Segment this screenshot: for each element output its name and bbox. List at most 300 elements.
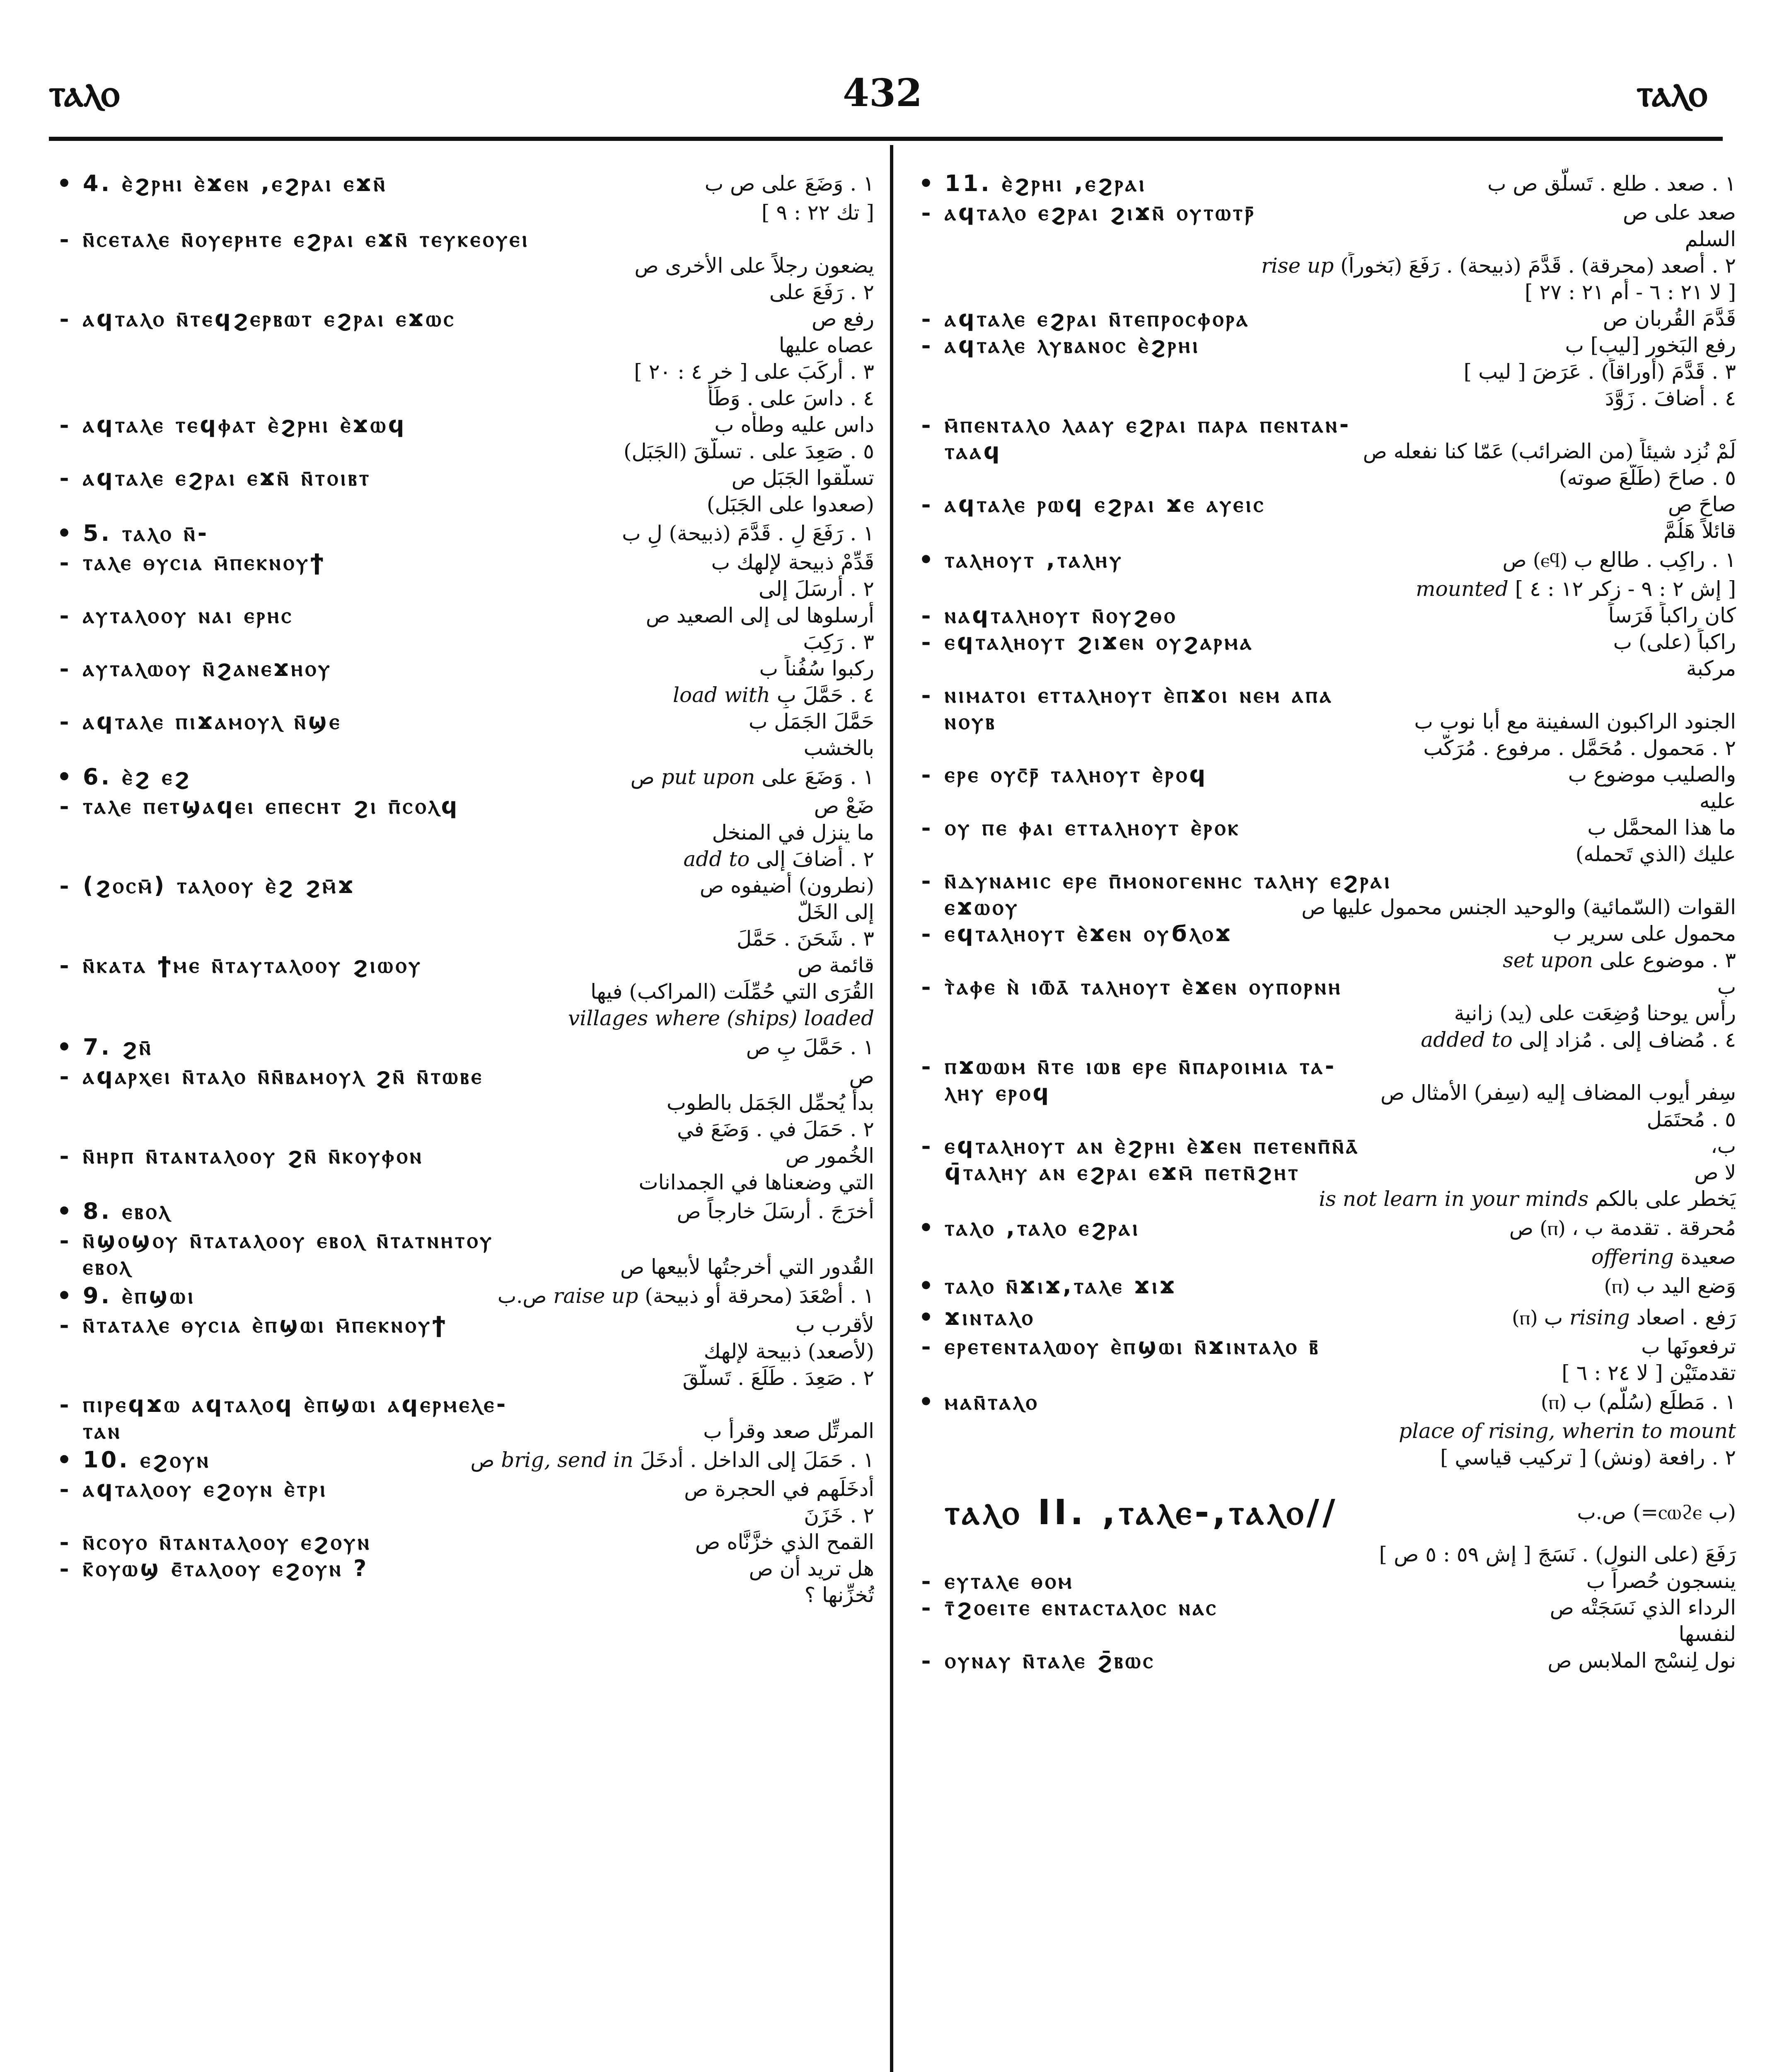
arabic-text: ٥ . صَعِدَ على . تسلَّقَ (الجَبَل) <box>623 439 874 463</box>
arabic-gloss <box>703 1418 874 1444</box>
english-gloss: mounted <box>1416 577 1509 601</box>
entry-line <box>50 1365 874 1391</box>
entry-marker: - <box>59 305 69 332</box>
arabic-gloss <box>707 491 874 518</box>
arabic-gloss <box>1668 491 1736 518</box>
entry-line <box>50 1312 874 1338</box>
arabic-gloss <box>804 735 874 761</box>
column-divider <box>890 145 893 2072</box>
source-siglum: ص <box>785 1145 810 1168</box>
entry-marker: • <box>57 1282 72 1310</box>
entry-line <box>50 1089 874 1116</box>
coptic-text: ⲛ̄ⲏⲣⲡ ⲛ̄ⲧⲁⲛⲧⲁⲗⲟⲟⲩ ϩⲛ̄ ⲛ̄ⲕⲟⲩⲫⲟⲛ <box>83 1143 424 1169</box>
arabic-gloss <box>1562 1360 1736 1386</box>
coptic-text: ⲉϥⲧⲁⲗⲏⲟⲩⲧ ϩⲓϫⲉⲛ ⲟⲩϩⲁⲣⲙⲁ <box>945 629 1254 655</box>
arabic-text: ٣ . رَكِبَ <box>803 630 874 654</box>
entry-line <box>50 629 874 655</box>
arabic-gloss <box>1678 1621 1736 1647</box>
entry-marker: - <box>921 920 931 947</box>
entry-line <box>912 1026 1736 1053</box>
arabic-text: ١ . حَمَّلَ بِ <box>776 1035 874 1059</box>
source-siglum: ص <box>684 1478 708 1501</box>
arabic-text: [ لا ٢١ : ٦ - أم ٢١ : ٢٧ ] <box>1525 280 1736 304</box>
arabic-gloss <box>1454 1000 1736 1026</box>
source-siglum: ب <box>711 551 730 574</box>
arabic-text: ركبوا سُفُناً <box>784 656 874 680</box>
arabic-text: ١ . مَطلَع (سُلَّم) <box>1598 1390 1736 1414</box>
coptic-text: ϥ̄ⲧⲁⲗⲏⲩ ⲁⲛ ⲉϩⲣⲁⲓ ⲉϫⲙ̄ ⲡⲉⲧⲛ̄ϩⲏⲧ <box>945 1159 1301 1185</box>
entry-marker: - <box>59 1555 69 1582</box>
coptic-text: ⲉϥⲧⲁⲗⲏⲟⲩⲧ ⲉ̀ϫⲉⲛ ⲟⲩϭⲗⲟϫ <box>945 920 1233 946</box>
entry-line <box>912 1133 1736 1159</box>
arabic-gloss <box>1503 544 1736 576</box>
coptic-text: 10. ⲉϩⲟⲩⲛ <box>83 1447 211 1473</box>
coptic-text: ⲉⲣⲉ ⲟⲩⲥ̄ⲣ̄ ⲧⲁⲗⲏⲟⲩⲧ ⲉ̀ⲣⲟϥ <box>945 761 1208 787</box>
entry-marker: - <box>921 1647 931 1674</box>
arabic-text: الجنود الراكبون السفينة مع أبا نوب <box>1439 709 1736 733</box>
arabic-gloss <box>1700 788 1736 814</box>
entry-line <box>50 465 874 491</box>
arabic-gloss <box>1603 305 1736 332</box>
arabic-text: رَفع . اصعاد <box>1636 1305 1736 1329</box>
coptic-text: ⲕ̄ⲟⲩⲱϣ ⲉ̄ⲧⲁⲗⲟⲟⲩ ⲉϩⲟⲩⲛ ? <box>83 1555 369 1581</box>
entry-line <box>912 973 1736 1000</box>
entry-line <box>50 1555 874 1582</box>
source-siglum: ب <box>749 710 768 733</box>
coptic-text: ⲧⲁⲗⲟ ,ⲧⲁⲗⲟ ⲉϩⲣⲁⲓ <box>945 1215 1140 1241</box>
source-siglum: ب ، (ⲡ) ص <box>1509 1217 1604 1240</box>
english-gloss: add to <box>683 847 750 871</box>
source-siglum: ص.ب <box>1577 1501 1626 1524</box>
arabic-text: سِفر أيوب المضاف إليه (سِفر) الأمثال <box>1411 1081 1736 1105</box>
arabic-gloss <box>1586 1568 1736 1594</box>
arabic-text: لنفسها <box>1678 1622 1736 1646</box>
source-siglum: ب (ⲉϥ) ص <box>1502 549 1593 572</box>
entry-line <box>50 358 874 385</box>
arabic-gloss <box>1613 629 1736 655</box>
source-siglum: ب <box>1568 763 1587 787</box>
coptic-text: ⲧⲁⲗⲉ ⲑⲩⲥⲓⲁ ⲙ̄ⲡⲉⲕⲛⲟⲩϯ <box>83 549 326 575</box>
entry-marker: - <box>921 305 931 332</box>
entry-marker: - <box>59 952 69 978</box>
arabic-gloss <box>1604 1270 1736 1302</box>
english-gloss: is not learn in your minds <box>1319 1187 1589 1211</box>
source-siglum: لا ص <box>1694 1161 1736 1184</box>
entry-line <box>912 279 1736 305</box>
coptic-text: ⲁϥⲧⲁⲗⲉ ⲉϩⲣⲁⲓ ⲛ̄ⲧⲉⲡⲣⲟⲥⲫⲟⲣⲁ <box>945 305 1250 332</box>
arabic-text: المرتِّل صعد وقرأ <box>728 1419 874 1443</box>
entry-marker: - <box>59 226 69 252</box>
entry-marker: - <box>921 761 931 788</box>
arabic-text: رَفَعَ (على النول) . نَسَجَ [ إش ٥٩ : ٥ ص ] <box>1379 1542 1736 1566</box>
arabic-text: ٢ . مَحمول . مُحَمَّل . مرفوع . مُرَكَّب <box>1423 736 1736 760</box>
entry-marker: - <box>59 1227 69 1254</box>
entry-line <box>912 1053 1736 1080</box>
coptic-text: 4. ⲉ̀ϩⲣⲏⲓ ⲉ̀ϫⲉⲛ ,ⲉϩⲣⲁⲓ ⲉϫⲛ̄ <box>83 170 387 196</box>
arabic-gloss <box>634 252 874 279</box>
entry-line <box>50 735 874 761</box>
arabic-text: أرسلوها لى إلى الصعيد <box>676 603 874 627</box>
entry-line <box>912 226 1736 252</box>
source-siglum: ص <box>634 254 659 278</box>
arabic-gloss <box>1503 947 1736 973</box>
arabic-gloss <box>1559 465 1736 491</box>
arabic-gloss <box>1711 1133 1736 1159</box>
entry-marker: • <box>57 763 72 791</box>
entry-line <box>912 1621 1736 1647</box>
source-siglum: ب <box>1487 172 1506 196</box>
english-gloss: rising <box>1569 1305 1630 1329</box>
arabic-gloss <box>1717 973 1736 1000</box>
arabic-gloss <box>1565 332 1736 358</box>
arabic-gloss <box>1623 199 1736 226</box>
arabic-gloss <box>1421 1026 1736 1053</box>
arabic-gloss <box>732 465 874 491</box>
arabic-text: [ تك ٢٢ : ٩ ] <box>762 201 874 225</box>
coptic-text: ⲁϥⲁⲣⲭⲉⲓ ⲛ̄ⲧⲁⲗⲟ ⲛ̄ⲛ̄ⲃⲁⲙⲟⲩⲗ ϩⲛ̄ ⲛ̄ⲧⲱⲃⲉ <box>83 1063 484 1089</box>
arabic-text: ترفعونَها <box>1666 1334 1736 1358</box>
running-head-right: ⲧⲁⲗⲟ <box>1637 70 1707 115</box>
arabic-gloss <box>470 1444 874 1476</box>
arabic-text: قائمة ص <box>797 953 874 977</box>
entry-line <box>50 1005 874 1031</box>
arabic-gloss <box>677 1116 874 1143</box>
arabic-gloss <box>749 1555 874 1582</box>
arabic-text: تقدمتَيْن [ لا ٢٤ : ٦ ] <box>1562 1361 1736 1385</box>
entry-marker: • <box>919 1272 933 1300</box>
coptic-text: ⲉⲩⲧⲁⲗⲉ ⲑⲟⲙ <box>945 1568 1074 1594</box>
entry-line <box>912 199 1736 226</box>
coptic-text: ⲁϥⲧⲁⲗⲉ ⲉϩⲣⲁⲓ ⲉϫⲛ̄ ⲛ̄ⲧⲟⲓⲃⲧ <box>83 465 372 491</box>
entry-line <box>50 576 874 602</box>
arabic-gloss <box>805 1582 874 1608</box>
arabic-text: قَدَّمَ القُربان ص <box>1603 307 1736 331</box>
arabic-text: ٣ . شَحَنَ . حَمَّلَ <box>736 927 874 951</box>
coptic-text: ⲡⲓⲣⲉϥϫⲱ ⲁϥⲧⲁⲗⲟϥ ⲉ̀ⲡϣⲱⲓ ⲁϥⲉⲣⲙⲉⲗⲉ- <box>83 1391 508 1417</box>
entry-line <box>50 438 874 465</box>
arabic-text: ١ . أصْعَدَ (محرقة أو ذبيحة) <box>645 1284 874 1308</box>
arabic-text: يضعون رجلاً على الأخرى <box>665 254 874 278</box>
entry-line <box>50 602 874 629</box>
entry-marker: - <box>921 814 931 841</box>
coptic-text: ⲧⲁⲗⲏⲟⲩⲧ ,ⲧⲁⲗⲏⲩ <box>945 547 1124 573</box>
entry-line <box>50 899 874 925</box>
arabic-gloss <box>700 872 874 899</box>
english-gloss: place of rising, wherin to mount <box>1398 1419 1736 1443</box>
arabic-gloss <box>1663 518 1736 544</box>
arabic-gloss <box>749 708 874 735</box>
arabic-gloss <box>1588 814 1736 841</box>
entry-line <box>50 819 874 846</box>
entry-line <box>912 1541 1736 1568</box>
entry-line <box>50 1391 874 1418</box>
entry-line <box>912 1386 1736 1418</box>
arabic-text: لأقرب ب <box>795 1313 874 1337</box>
entry-line <box>50 655 874 682</box>
entry-line <box>912 1444 1736 1471</box>
arabic-gloss <box>759 576 874 602</box>
entry-line <box>912 1483 1736 1541</box>
entry-marker: - <box>921 1333 931 1360</box>
arabic-text: رفع البَخور [ليب] <box>1590 333 1736 357</box>
arabic-gloss <box>814 793 874 819</box>
arabic-gloss <box>1550 1594 1736 1621</box>
arabic-gloss <box>1381 1080 1736 1106</box>
coptic-text: ⲁϥⲧⲁⲗⲟ ⲉϩⲣⲁⲓ ϩⲓϫⲛ̄ ⲟⲩⲧⲱⲧⲣ̄ <box>945 199 1256 225</box>
entry-line <box>912 518 1736 544</box>
source-siglum: ص <box>700 874 724 898</box>
arabic-gloss <box>620 1254 874 1280</box>
coptic-text: ⲁϥⲧⲁⲗⲉ ⲗⲩⲃⲁⲛⲟⲥ ⲉ̀ϩⲣⲏⲓ <box>945 332 1200 358</box>
source-siglum: ص <box>620 1256 644 1279</box>
coptic-text: ⲁϥⲧⲁⲗⲟⲟⲩ ⲉϩⲟⲩⲛ ⲉ̀ⲧⲣⲓ <box>83 1476 328 1502</box>
entry-marker: - <box>921 682 931 708</box>
arabic-text: كان راكباً فَرَساً <box>1608 603 1736 627</box>
entry-marker: - <box>59 1143 69 1169</box>
entry-line <box>912 411 1736 438</box>
arabic-gloss <box>1423 735 1736 761</box>
arabic-gloss <box>795 1312 874 1338</box>
entry-line <box>50 1476 874 1502</box>
coptic-text: ⲛ̄ⲧⲁⲧⲁⲗⲉ ⲑⲩⲥⲓⲁ ⲉ̀ⲡϣⲱⲓ ⲙ̄ⲡⲉⲕⲛⲟⲩϯ <box>83 1312 448 1338</box>
entry-line <box>912 1647 1736 1674</box>
entry-line <box>912 1212 1736 1244</box>
arabic-gloss <box>1608 602 1736 629</box>
entry-line <box>912 735 1736 761</box>
entry-marker: - <box>59 465 69 491</box>
arabic-text: ص <box>849 1064 874 1088</box>
entry-line <box>50 1502 874 1529</box>
entry-line <box>912 438 1736 465</box>
entry-line <box>912 894 1736 920</box>
arabic-gloss <box>762 199 874 226</box>
source-siglum: ب (ⲡ) <box>1540 1391 1592 1414</box>
coptic-text: ⲧⲁⲗⲉ ⲡⲉⲧϣⲁϥⲉⲓ ⲉⲡⲉⲥⲏⲧ ϩⲓ ⲡ̄ⲥⲟⲗϥ <box>83 793 460 819</box>
entry-line <box>50 1338 874 1365</box>
source-siglum: ص <box>1550 1596 1574 1619</box>
entry-line <box>912 576 1736 602</box>
coptic-text: ⲁϥⲧⲁⲗⲉ ⲧⲉϥⲫⲁⲧ ⲉ̀ϩⲣⲏⲓ ⲉ̀ϫⲱϥ <box>83 411 407 438</box>
entry-line <box>912 682 1736 708</box>
coptic-text: ⲙⲁⲛ̄ⲧⲁⲗⲟ <box>945 1389 1039 1415</box>
arabic-gloss <box>812 305 874 332</box>
arabic-text: ٣ . قَدَّمَ (أوراقاً) . عَرَضَ [ ليب ] <box>1463 360 1736 384</box>
arabic-gloss <box>705 168 874 199</box>
entry-line <box>912 1270 1736 1302</box>
arabic-gloss <box>1525 279 1736 305</box>
entry-marker: - <box>59 1529 69 1555</box>
arabic-text: يَخطر على بالكم <box>1595 1187 1736 1211</box>
arabic-gloss <box>1576 841 1736 867</box>
entry-line <box>50 1116 874 1143</box>
arabic-gloss <box>797 899 874 925</box>
arabic-text: ٢ . رافعة (ونش) [ تركيب قياسي ] <box>1440 1445 1736 1469</box>
entry-line <box>50 1280 874 1312</box>
coptic-text: ⲛ̄ⲥⲟⲩⲟ ⲛ̄ⲧⲁⲛⲧⲁⲗⲟⲟⲩ ⲉϩⲟⲩⲛ <box>83 1529 372 1555</box>
arabic-text: (نطرون) أضيفوه <box>730 874 874 898</box>
arabic-text: هل تريد أن <box>779 1556 874 1581</box>
coptic-text: ⲧⲁⲗⲟ ⲛ̄ϫⲓϫ,ⲧⲁⲗⲉ ϫⲓϫ <box>945 1273 1177 1299</box>
source-siglum: ص <box>1363 440 1387 463</box>
entry-line <box>912 544 1736 576</box>
entry-marker: - <box>921 602 931 629</box>
arabic-gloss <box>1686 655 1736 682</box>
entry-marker: - <box>921 199 931 226</box>
arabic-gloss <box>769 279 874 305</box>
source-siglum: ب (ⲡ) <box>1604 1275 1655 1298</box>
arabic-text: عليك (الذي تَحمله) <box>1575 842 1736 866</box>
arabic-gloss <box>695 1529 874 1555</box>
entry-marker: • <box>57 1446 72 1474</box>
arabic-text: صعد على ص <box>1622 201 1736 225</box>
english-gloss: offering <box>1591 1245 1674 1269</box>
arabic-text: داس عليه وطأه ب <box>714 413 874 437</box>
arabic-text: الخُمور <box>816 1144 874 1168</box>
entry-line <box>912 1360 1736 1386</box>
arabic-text: ٥ . مُحتَمَل <box>1647 1107 1736 1131</box>
entry-line <box>912 1159 1736 1186</box>
arabic-gloss <box>1440 1444 1736 1471</box>
entry-marker: • <box>919 546 933 574</box>
arabic-gloss <box>704 1338 874 1365</box>
arabic-text: ٢ . أصعد (محرقة) . قَدَّمَ (ذبيحة) . رَفَعَ (بَخوراً) <box>1340 254 1736 278</box>
arabic-text: ١ . وَضَعَ على ص <box>730 172 874 196</box>
entry-marker: - <box>921 629 931 655</box>
arabic-text: الرداء الذي نَسَجَتْه <box>1580 1595 1736 1619</box>
arabic-text: (صعدوا على الجَبَل) <box>706 492 874 516</box>
coptic-text: ⲉϫⲱⲟⲩ <box>945 894 1020 920</box>
arabic-text: بدأ يُحمِّل الجَمَل بالطوب <box>666 1091 874 1115</box>
arabic-gloss <box>786 1143 874 1169</box>
entry-line <box>50 491 874 518</box>
arabic-text: ما ينزل في المنخل <box>712 821 874 845</box>
arabic-gloss <box>1261 252 1736 279</box>
arabic-text: ضَعْ ص <box>814 794 874 818</box>
entry-marker: • <box>57 1034 72 1061</box>
arabic-gloss <box>498 1280 874 1312</box>
source-siglum: ب <box>1717 975 1736 999</box>
coptic-text: ⲁⲩⲧⲁⲗⲟⲟⲩ ⲛⲁⲓ ⲉⲣⲏⲥ <box>83 602 294 628</box>
english-gloss: load with <box>673 683 770 707</box>
arabic-text: رفع ص <box>811 307 874 331</box>
entry-line <box>912 947 1736 973</box>
source-siglum: ص <box>749 1557 773 1581</box>
entry-marker: - <box>921 1568 931 1594</box>
entry-line <box>912 655 1736 682</box>
english-gloss: raise up <box>553 1284 638 1308</box>
coptic-text: ⲧ̀ⲁⲫⲉ ⲛ̀ ⲓⲱ̄ⲁ̄ ⲧⲁⲗⲏⲟⲩⲧ ⲉ̀ϫⲉⲛ ⲟⲩⲡⲟⲣⲛⲏ <box>945 973 1343 1000</box>
entry-marker: - <box>59 602 69 629</box>
header-rule <box>49 137 1723 141</box>
arabic-gloss <box>646 602 874 629</box>
entry-line <box>912 920 1736 947</box>
arabic-text: (لأصعد) ذبيحة لإلهك <box>704 1339 874 1363</box>
source-siglum: ب (ⲡ) <box>1512 1306 1563 1329</box>
arabic-gloss <box>631 761 874 793</box>
entry-line <box>50 385 874 411</box>
arabic-gloss <box>1641 1333 1736 1360</box>
arabic-text: عصاه عليها <box>779 333 874 357</box>
entry-line <box>912 602 1736 629</box>
entry-line <box>50 411 874 438</box>
coptic-text: ⲧⲁⲗⲟ II. ,ⲧⲁⲗⲉ-,ⲧⲁⲗⲟ// <box>945 1492 1339 1532</box>
entry-line <box>50 1418 874 1444</box>
arabic-gloss <box>1487 168 1736 199</box>
arabic-text: ٣ . موضوع على <box>1599 948 1736 972</box>
entry-line <box>912 1418 1736 1444</box>
arabic-text: قائلاً هَلُمَّ <box>1663 519 1736 543</box>
arabic-gloss <box>1319 1186 1736 1212</box>
coptic-text: ⲛⲟⲩⲃ <box>945 708 997 734</box>
source-siglum: ب <box>1641 1335 1660 1358</box>
entry-line <box>50 793 874 819</box>
coptic-text: ⲛ̄ⲕⲁⲧⲁ ϯⲙⲉ ⲛ̄ⲧⲁⲩⲧⲁⲗⲟⲟⲩ ϩⲓⲱⲟⲩ <box>83 952 423 978</box>
entry-line <box>50 332 874 358</box>
source-siglum: ص <box>746 1036 770 1059</box>
entry-line <box>50 978 874 1005</box>
source-siglum: ب <box>1586 1570 1605 1593</box>
arabic-gloss <box>1414 708 1736 735</box>
entry-line <box>50 305 874 332</box>
entry-marker: - <box>59 1312 69 1338</box>
arabic-gloss <box>737 925 874 952</box>
entry-marker: - <box>921 1133 931 1159</box>
coptic-text: 6. ⲉ̀ϩ ⲉϩ <box>83 764 191 790</box>
arabic-text: ٣ . أَركَبَ على [ خر ٤ : ٢٠ ] <box>634 360 874 384</box>
entry-marker: - <box>59 549 69 576</box>
arabic-gloss <box>684 1476 874 1502</box>
entry-marker: • <box>919 170 933 197</box>
entry-line <box>50 1169 874 1196</box>
arabic-text: مركبة <box>1686 656 1736 680</box>
entry-line <box>50 925 874 952</box>
source-siglum: ب <box>703 1420 722 1443</box>
arabic-text: (ب ⲥⲱϩⲉ=) <box>1632 1500 1736 1524</box>
entry-line <box>912 1080 1736 1106</box>
entry-line <box>50 518 874 549</box>
arabic-gloss <box>624 438 874 465</box>
arabic-gloss <box>1416 576 1736 602</box>
source-siglum: ب <box>1565 334 1584 357</box>
entry-line <box>50 1196 874 1227</box>
arabic-text: لَمْ نُزِد شيئاً (من الضرائب) عَمّا كنا نفعله <box>1393 439 1736 463</box>
entry-line <box>50 761 874 793</box>
arabic-text: راكباً (على) <box>1638 630 1736 654</box>
entry-marker: - <box>59 872 69 899</box>
source-siglum: ص <box>646 604 670 627</box>
arabic-text: محمول على سرير <box>1578 922 1736 946</box>
entry-line <box>50 708 874 735</box>
source-siglum: ب <box>622 522 641 545</box>
english-gloss: brig, send in <box>501 1448 633 1472</box>
english-gloss: rise up <box>1261 254 1334 278</box>
source-siglum: ص <box>1547 1649 1572 1673</box>
arabic-gloss <box>1301 894 1736 920</box>
coptic-text: ⲙ̄ⲡⲉⲛⲧⲁⲗⲟ ⲗⲁⲁⲩ ⲉϩⲣⲁⲓ ⲡⲁⲣⲁ ⲡⲉⲛⲧⲁⲛ- <box>945 411 1352 438</box>
entry-marker: • <box>57 170 72 197</box>
entry-line <box>912 305 1736 332</box>
arabic-gloss <box>707 385 874 411</box>
arabic-text: صاحَ <box>1699 492 1736 516</box>
arabic-text: ينسجون حُصراً <box>1611 1569 1736 1593</box>
coptic-text: ⲟⲩ ⲡⲉ ⲫⲁⲓ ⲉⲧⲧⲁⲗⲏⲟⲩⲧ ⲉ̀ⲣⲟⲕ <box>945 814 1241 840</box>
arabic-text: ٢ . أرسَلَ إلى <box>758 577 874 601</box>
arabic-gloss <box>1464 358 1736 385</box>
entry-marker: - <box>59 655 69 682</box>
arabic-text: القمح الذي خزَّنَّاه ص <box>695 1530 874 1554</box>
arabic-gloss <box>849 1063 874 1089</box>
entry-marker: • <box>919 1214 933 1242</box>
